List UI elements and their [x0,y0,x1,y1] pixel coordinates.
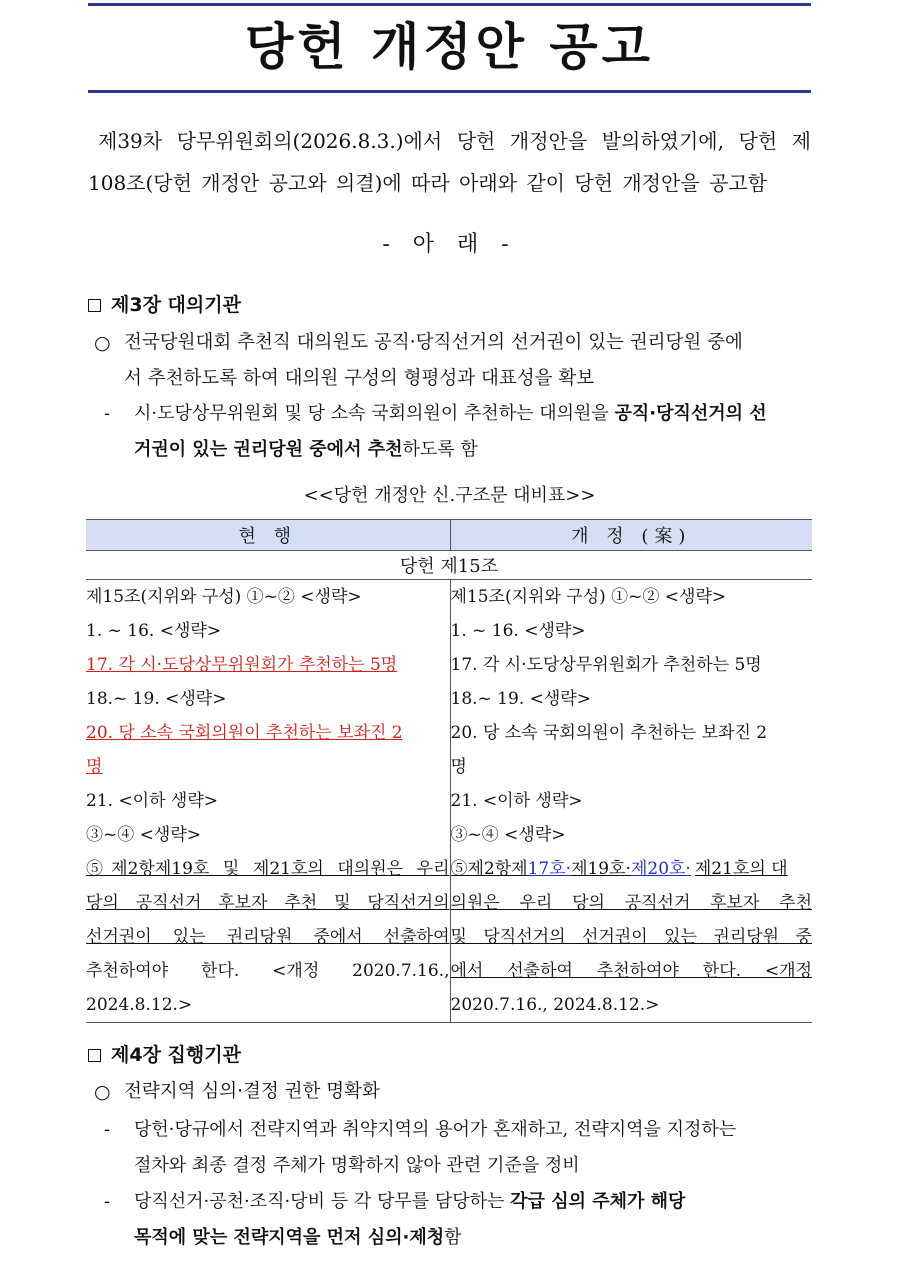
circle-bullet-icon: ○ [94,1081,111,1103]
chapter3-bullet-line2: 서 추천하도록 하여 대의원 구성의 형평성과 대표성을 확보 [124,368,595,389]
chapter3-dash-line1-a: 시·도당상무위원회 및 당 소속 국회의원이 추천하는 대의원을 [134,403,615,424]
current-line-deleted: 17. 각 시·도당상무위원회가 추천하는 5명 [86,655,398,675]
dash-bullet: - [104,1191,111,1212]
current-line-underlined: 당의 공직선거 후보자 추천 및 당직선거의 [86,893,450,913]
current-line: 2024.8.12.> [86,995,193,1015]
chapter4-dash2-line1-a: 당직선거·공천·조직·당비 등 각 당무를 담당하는 [134,1191,511,1212]
revised-line: 1. ~ 16. <생략> [450,621,586,641]
current-line [86,954,450,988]
chapter4-bullet-line1: 전략지역 심의·결정 권한 명확화 [124,1081,380,1102]
current-line: ③~④ <생략> [86,825,201,845]
current-column [86,580,450,1023]
page-title: 당헌 개정안 공고 [245,18,654,76]
table-caption: <<당헌 개정안 신.구조문 대비표>> [303,485,596,506]
revised-line-text: 에서 선출하여 추천하여야 한다. <개정 [450,961,812,981]
chapter3-heading [88,290,811,320]
chapter3-dash-line1 [134,396,816,432]
chapter3-dash-line2-a: 거권이 있는 권리당원 중에서 추천 [134,439,403,460]
revised-added-text: 17호· [527,859,572,879]
title-rule [88,90,811,93]
revised-line: 17. 각 시·도당상무위원회가 추천하는 5명 [450,655,762,675]
revised-line: 18.~ 19. <생략> [450,689,591,709]
comparison-table [86,519,812,1023]
revised-line: 21. <이하 생략> [450,791,583,811]
chapter3-dash-line2-b: 하도록 함 [402,439,478,460]
revised-line [451,954,813,988]
chapter4-bullet [94,1074,814,1110]
current-line: 제15조(지위와 구성) ①~② <생략> [86,587,362,607]
revised-text: 제21호의 대 [694,859,788,879]
chapter4-dash2-line2 [134,1220,816,1256]
chapter4-dash2-line2-a: 목적에 맞는 전략지역을 먼저 심의·제청 [134,1227,445,1248]
current-line-underlined: 선거권이 있는 권리당원 중에서 선출하여 [86,927,450,947]
current-line: 18.~ 19. <생략> [86,689,227,709]
header-current: 현 행 [86,520,450,551]
current-line-deleted: 20. 당 소속 국회의원이 추천하는 보좌진 2 [86,723,403,743]
revised-text: ⑤제2항제 [450,859,528,879]
chapter4-dash2-line1-b: 각급 심의 주체가 해당 [510,1191,686,1212]
revised-text: 제19호· [571,859,631,879]
header-revised: 개 정 (案) [450,520,812,551]
revised-line: 제15조(지위와 구성) ①~② <생략> [450,587,727,607]
square-bullet-icon [88,1049,101,1062]
chapter3-heading-text: 제3장 대의기관 [111,294,241,316]
revised-added-text: 제20호· [630,859,691,879]
chapter4-dash1-line1: 당헌·당규에서 전략지역과 취약지역의 용어가 혼재하고, 전략지역을 지정하는 [134,1119,737,1140]
chapter3-dash-line2 [134,432,816,468]
chapter4-dash2 [104,1184,816,1256]
chapter4-dash1-line2: 절차와 최종 결정 주체가 명확하지 않아 관련 기준을 정비 [134,1155,580,1176]
chapter4-dash2-line2-b: 함 [444,1227,462,1248]
revised-line: 명 [450,757,467,777]
revised-line: 20. 당 소속 국회의원이 추천하는 보좌진 2 [450,723,768,743]
chapter4-dash2-line1 [134,1184,816,1220]
revised-line: 2020.7.16., 2024.8.12.> [450,995,660,1015]
revised-column [450,580,812,1023]
revised-line: ③~④ <생략> [450,825,566,845]
chapter4-dash1 [104,1112,816,1184]
revised-line-amended [451,852,813,886]
chapter3-bullet-line1: 전국당원대회 추천직 대의원도 공직·당직선거의 선거권이 있는 권리당원 중에 [124,332,743,353]
top-rule [88,3,811,6]
dash-bullet: - [104,1119,111,1140]
revised-line-underlined: 의원은 우리 당의 공직선거 후보자 추천 [450,893,812,913]
chapter4-heading-text: 제4장 집행기관 [111,1044,241,1066]
revised-line-underlined: 및 당직선거의 선거권이 있는 권리당원 중 [450,927,812,947]
below-marker: - 아 래 - [382,232,517,257]
chapter3-bullet [94,325,814,397]
current-line-deleted: 명 [86,757,103,777]
circle-bullet-icon: ○ [94,332,111,354]
chapter4-heading [88,1040,811,1070]
current-line: 21. <이하 생략> [86,791,219,811]
current-line-text: 추천하여야 한다. <개정 2020.7.16., [86,961,450,981]
square-bullet-icon [88,299,101,312]
chapter3-dash [104,396,816,468]
current-line-underlined: ⑤제2항제19호 및 제21호의 대의원은 우리 [86,859,450,879]
table-subheader: 당헌 제15조 [86,551,812,580]
chapter3-dash-line1-b: 공직·당직선거의 선 [614,403,767,424]
current-line: 1. ~ 16. <생략> [86,621,222,641]
intro-paragraph: 제39차 당무위원회의(2026.8.3.)에서 당헌 개정안을 발의하였기에, 당헌 제108조(당헌 개정안 공고와 의결)에 따라 아래와 같이 당헌 개정안을 공고함 [88,129,811,195]
dash-bullet: - [104,403,111,424]
